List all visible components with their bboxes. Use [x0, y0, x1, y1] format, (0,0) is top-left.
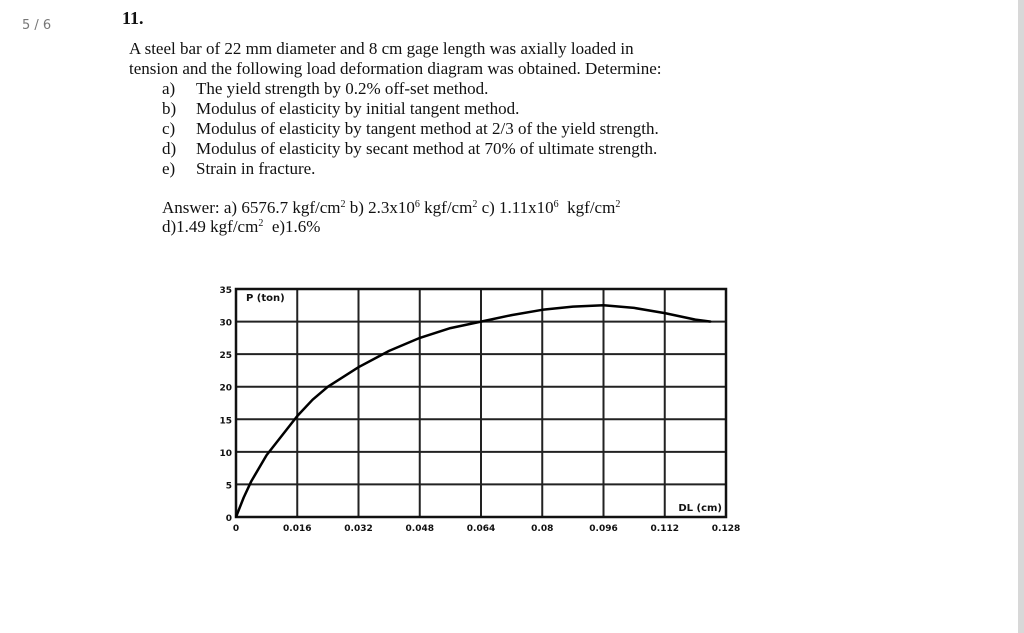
answer-c-unit-exp: 2	[615, 199, 621, 210]
data-point	[419, 337, 421, 339]
page-indicator: 5 / 6	[22, 18, 52, 33]
answer-c-label: c)	[481, 198, 495, 217]
data-point	[266, 454, 268, 456]
answer-block	[162, 198, 862, 236]
answer-c-value: 1.11x10	[499, 198, 554, 217]
data-point	[327, 386, 329, 388]
question-item-b	[162, 99, 849, 119]
answer-c-exp: 6	[553, 199, 559, 210]
answer-b-exp: 6	[414, 199, 420, 210]
item-label: c)	[162, 119, 176, 138]
item-label: a)	[162, 79, 176, 98]
x-axis-label: DL (cm)	[678, 503, 722, 514]
answer-b-unit: kgf/cm	[424, 198, 473, 217]
data-point	[449, 327, 451, 329]
y-tick-label: 15	[219, 416, 232, 427]
x-tick-label: 0.096	[589, 524, 618, 534]
data-point	[250, 480, 252, 482]
data-point	[694, 319, 696, 321]
y-tick-label: 0	[225, 514, 232, 524]
data-point	[572, 306, 574, 308]
data-point	[235, 516, 237, 518]
data-point	[388, 350, 390, 352]
answer-d: d)1.49 kgf/cm	[162, 217, 259, 236]
answer-b-label: b)	[349, 198, 364, 217]
data-point	[358, 366, 360, 368]
item-label: e)	[162, 159, 176, 178]
answer-line-1	[162, 198, 862, 217]
answer-a-value: 6576.7 kgf/cm	[241, 198, 341, 217]
item-text: The yield strength by 0.2% off-set method.	[196, 79, 489, 98]
problem-line-2: tension and the following load deformation diagram was obtained. Determine:	[129, 59, 662, 78]
answer-label: Answer:	[162, 198, 220, 217]
item-text: Modulus of elasticity by tangent method at 2/3 of the yield strength.	[196, 119, 659, 138]
data-point	[603, 304, 605, 306]
data-point	[710, 321, 712, 323]
data-point	[633, 307, 635, 309]
answer-a-label: a)	[223, 198, 238, 217]
question-items	[129, 79, 849, 179]
y-tick-label: 35	[219, 286, 232, 296]
item-label: d)	[162, 139, 177, 158]
y-tick-label: 10	[219, 448, 232, 459]
x-tick-label: 0.032	[344, 524, 373, 534]
data-point	[243, 497, 245, 499]
answer-d-exp: 2	[258, 218, 264, 229]
x-tick-label: 0.048	[405, 524, 434, 534]
x-tick-label: 0.016	[283, 524, 312, 534]
x-tick-label: 0	[232, 524, 240, 534]
x-tick-label: 0.128	[711, 524, 741, 534]
data-point	[480, 321, 482, 323]
y-tick-label: 5	[225, 481, 232, 492]
x-tick-label: 0.08	[531, 524, 554, 534]
x-tick-label: 0.064	[466, 524, 496, 534]
question-item-d	[162, 139, 849, 159]
item-text: Modulus of elasticity by initial tangent method.	[196, 99, 520, 118]
answer-c-unit: kgf/cm	[567, 198, 616, 217]
load-deformation-chart	[196, 262, 756, 547]
scrollbar-track[interactable]	[1018, 0, 1024, 633]
y-tick-label: 20	[219, 383, 232, 394]
problem-line-1: A steel bar of 22 mm diameter and 8 cm gage length was axially loaded in	[129, 39, 634, 58]
x-tick-label: 0.112	[650, 524, 679, 534]
problem-statement	[129, 39, 849, 179]
data-point	[541, 309, 543, 311]
item-label: b)	[162, 99, 177, 118]
data-point	[281, 435, 283, 437]
y-tick-label: 30	[219, 318, 232, 329]
answer-b-value: 2.3x10	[368, 198, 415, 217]
question-item-e	[162, 159, 849, 179]
data-point	[664, 312, 666, 314]
question-number: 11.	[122, 8, 144, 28]
y-axis-label: P (ton)	[246, 293, 285, 304]
answer-b-unit-exp: 2	[472, 199, 478, 210]
data-point	[312, 399, 314, 401]
question-item-a	[162, 79, 849, 99]
answer-e: e)1.6%	[271, 217, 321, 236]
answer-line-2	[162, 217, 862, 236]
question-item-c	[162, 119, 849, 139]
item-text: Strain in fracture.	[196, 159, 316, 178]
data-point	[511, 314, 513, 316]
item-text: Modulus of elasticity by secant method at 70% of ultimate strength.	[196, 139, 658, 158]
data-point	[296, 415, 298, 417]
answer-a-exp: 2	[340, 199, 346, 210]
y-tick-label: 25	[219, 351, 232, 362]
